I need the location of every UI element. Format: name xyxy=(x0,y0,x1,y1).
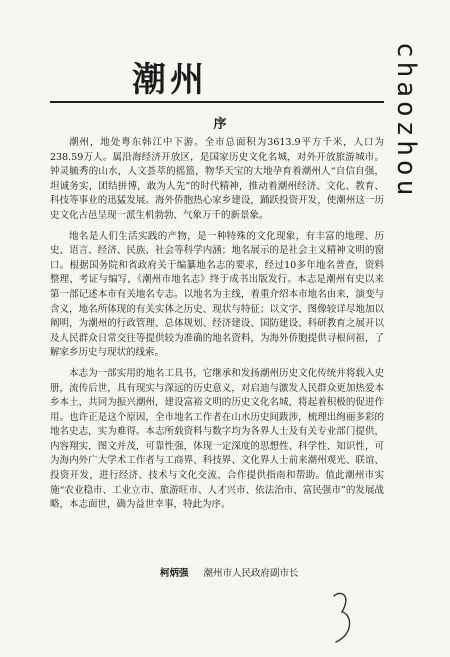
page-title: 潮州 xyxy=(132,60,208,100)
signatory-name: 柯炳强 xyxy=(160,568,189,579)
paragraph-2: 地名是人们生活实践的产物，是一种特殊的文化现象，有丰富的地理、历史、语言、经济、民族、社会等科学内涵；地名展示的是社会主义精神文明的窗口。根据国务院和省政府关于编纂地名志的要求，经过10多年地名普查，资料整理、考证与编写，《潮州市地名志》终于成书出版发行。本志是潮州有史以来第一部记述本市有关地名专志。以地名为主线，着重介绍本市地名由来，演变与含义，地名所体现的有关实体之历史、现状与特征；以文字、图像较详尽地加以阐明，为潮州的行政管理、总体规划、经济建设、国防建设、科研教育之展开以及人民群众日常交往等提供较为准确的地名资料，为海外侨胞提供寻根问祖，了解家乡历史与现状的线索。 xyxy=(50,230,384,359)
preface-body xyxy=(50,136,384,519)
paragraph-1: 潮州，地处粤东韩江中下游。全市总面积为3613.9平方千米，人口为238.59万人。属沿海经济开放区，是国家历史文化名城，对外开放旅游城市。钟灵毓秀的山水，人文荟萃的摇篮，物华天宝的大地孕育着潮州人“自信自强，坦诚务实，团结拼博，敢为人先”的时代精神，推动着潮州经济、文化、教育、科技等事业的迅猛发展。海外侨胞热心家乡建设，踊跃投资开发，使潮州这一历史文化古邑呈现一派生机勃勃、气象万千的新景象。 xyxy=(50,137,384,221)
section-heading: 序 xyxy=(213,117,227,132)
handwritten-page-number xyxy=(330,590,354,646)
paragraph-3: 本志为一部实用的地名工具书，它继承和发扬潮州历史文化传统并将载入史册，流传后世，具有现实与深远的历史意义，对启迪与激发人民群众更加热爱本乡本土，共同为振兴潮州，建设富裕文明的历史文化名城，将起着积极的促进作用。也许正是这个原因，全市地名工作者在山水历史间跋涉，梳理出绚丽多彩的地名史志，实为难得。本志所载资料与数字均为各界人士及有关专业部门提供，内容翔实，图文并茂，可靠性强，体现一定深度的思想性、科学性、知识性，可为海内外广大学术工作者与工商界、科技界、文化界人士前来潮州观光、联谊、投资开发，进行经济、技术与文化交流、合作提供指南和帮助。值此潮州市实施“农业稳市、工业立市、旅游旺市、人才兴市、依法治市、富民强市”的发展战略，本志面世，确为益世幸事，特此为序。 xyxy=(50,367,384,511)
signatory-title: 潮州市人民政府副市长 xyxy=(203,568,299,579)
signature-line xyxy=(160,565,384,579)
title-rule xyxy=(50,101,384,103)
side-romanization: chaozhou xyxy=(391,42,421,200)
handwritten-three-icon xyxy=(330,590,354,646)
